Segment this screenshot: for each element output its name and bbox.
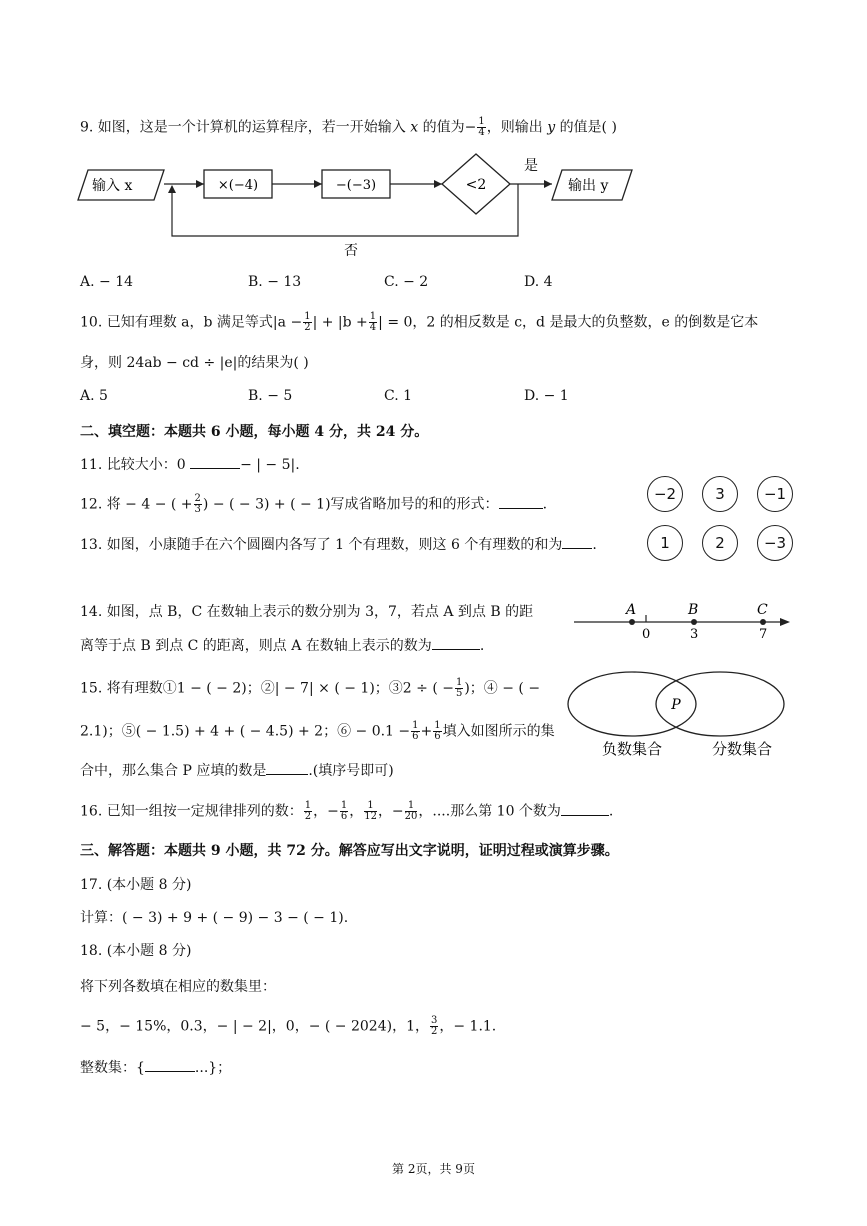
frac-num: 1 bbox=[364, 801, 377, 812]
q12 bbox=[80, 494, 547, 515]
q10-option-a: A. 5 bbox=[80, 388, 108, 404]
q16-answer-blank[interactable] bbox=[561, 815, 609, 816]
q16-term-2 bbox=[340, 801, 348, 822]
q9-stem bbox=[80, 117, 617, 138]
q13-answer-blank[interactable] bbox=[562, 548, 592, 549]
q15-text: 合中，那么集合 P 应填的数是 bbox=[80, 763, 267, 779]
q10-text: | = 0，2 的相反数是 c，d 是最大的负整数，e 的倒数是它本 bbox=[378, 314, 759, 331]
flow-no-label: 否 bbox=[344, 243, 358, 259]
flow-op1-box bbox=[204, 170, 272, 198]
label-b: B bbox=[688, 602, 699, 618]
q11-answer-blank[interactable] bbox=[190, 468, 240, 469]
tick-label-7: 7 bbox=[759, 627, 768, 642]
q9-var-x: x bbox=[410, 119, 419, 136]
q18-text: 整数集：{ bbox=[80, 1060, 145, 1076]
q9-text: 的值是( ) bbox=[559, 119, 617, 136]
q10-option-b: B. − 5 bbox=[248, 388, 293, 404]
point-a bbox=[629, 619, 635, 625]
q14-answer-blank[interactable] bbox=[432, 649, 480, 650]
section2-heading: 二、填空题：本题共 6 小题，每小题 4 分，共 24 分。 bbox=[80, 424, 429, 440]
q10-fraction-1 bbox=[303, 312, 311, 333]
q13-text: . bbox=[592, 537, 597, 553]
q10-fraction-2 bbox=[369, 312, 377, 333]
number-line bbox=[570, 598, 794, 644]
q18-fraction bbox=[430, 1016, 438, 1037]
q14-line2 bbox=[80, 636, 484, 656]
q12-text: ) − ( − 3) + ( − 1)写成省略加号的和的形式： bbox=[202, 496, 499, 513]
q10-line1 bbox=[80, 312, 758, 333]
q10-option-c: C. 1 bbox=[384, 388, 413, 404]
frac-den: 2 bbox=[304, 322, 311, 333]
frac-den: 6 bbox=[434, 731, 441, 742]
point-c bbox=[760, 619, 766, 625]
q18-integer-set bbox=[80, 1058, 231, 1078]
q16-sign: ， bbox=[349, 803, 364, 820]
q18-text: ，− 1.1. bbox=[439, 1018, 497, 1035]
page-footer: 第 2页，共 9页 bbox=[392, 1162, 475, 1176]
frac-num: 1 bbox=[304, 800, 312, 811]
q10-text: 10. 已知有理数 bbox=[80, 314, 177, 331]
q9-text: 9. 如图，这是一个计算机的运算程序，若一开始输入 bbox=[80, 119, 406, 136]
axis-arrow bbox=[780, 618, 790, 626]
number-circle: −3 bbox=[757, 525, 793, 561]
frac-den: 6 bbox=[340, 811, 348, 822]
set-p-label: P bbox=[671, 697, 681, 713]
tick-label-0: 0 bbox=[642, 627, 651, 642]
q10-line2: 身，则 24ab − cd ÷ |e|的结果为( ) bbox=[80, 355, 309, 371]
q15-line2 bbox=[80, 721, 555, 742]
flow-condition-label: <2 bbox=[465, 177, 487, 193]
number-circle: 3 bbox=[702, 476, 738, 512]
point-b bbox=[691, 619, 697, 625]
frac-den: 5 bbox=[455, 688, 463, 699]
flow-condition-diamond bbox=[442, 154, 510, 214]
frac-den: 20 bbox=[404, 811, 418, 822]
frac-den: 3 bbox=[194, 504, 201, 515]
q9-option-a: A. − 14 bbox=[80, 274, 134, 290]
frac-den: 4 bbox=[478, 127, 485, 138]
label-c: C bbox=[757, 602, 768, 618]
tick-label-3: 3 bbox=[690, 627, 699, 642]
q16 bbox=[80, 801, 613, 822]
number-circle: −1 bbox=[757, 476, 793, 512]
q15-text: + bbox=[420, 723, 433, 740]
q12-fraction bbox=[194, 494, 202, 515]
frac-num: 1 bbox=[405, 801, 418, 812]
q16-term-3 bbox=[364, 801, 377, 822]
q15-line1 bbox=[80, 678, 540, 699]
q16-sign: ，− bbox=[313, 803, 339, 820]
q18-heading: 18. (本小题 8 分) bbox=[80, 943, 192, 959]
section3-heading: 三、解答题：本题共 9 小题，共 72 分。解答应写出文字说明，证明过程或演算步骤。 bbox=[80, 843, 619, 859]
fraction-set-label: 分数集合 bbox=[712, 740, 773, 758]
number-circle: −2 bbox=[647, 476, 683, 512]
q14-line1: 14. 如图，点 B，C 在数轴上表示的数分别为 3，7，若点 A 到点 B 的距 bbox=[80, 604, 534, 620]
q18-body: 将下列各数填在相应的数集里： bbox=[80, 979, 276, 995]
q16-text: 16. 已知一组按一定规律排列的数： bbox=[80, 803, 303, 820]
flow-output-box bbox=[552, 170, 632, 200]
negative-set-label: 负数集合 bbox=[602, 740, 663, 758]
q10-option-d: D. − 1 bbox=[524, 388, 569, 404]
q15-text: 2.1)；⑤( − 1.5) + 4 + ( − 4.5) + 2；⑥ − 0.1 − bbox=[80, 723, 411, 740]
q11-text: 11. 比较大小：0 bbox=[80, 457, 186, 473]
q10-text: | + |b + bbox=[312, 314, 368, 331]
flow-input-box bbox=[78, 170, 164, 200]
q17-heading: 17. (本小题 8 分) bbox=[80, 877, 192, 893]
frac-den: 2 bbox=[304, 811, 312, 822]
q12-text: 12. 将 − 4 − ( + bbox=[80, 496, 193, 513]
q14-text: 离等于点 B 到点 C 的距离，则点 A 在数轴上表示的数为 bbox=[80, 638, 432, 654]
frac-den: 6 bbox=[412, 731, 419, 742]
label-a: A bbox=[626, 602, 637, 618]
q9-flowchart bbox=[76, 148, 636, 260]
frac-den: 12 bbox=[364, 811, 377, 822]
q11 bbox=[80, 455, 300, 475]
q15-fraction-1 bbox=[455, 678, 463, 699]
number-circle: 2 bbox=[702, 525, 738, 561]
q9-var-y: y bbox=[547, 119, 556, 136]
q10-text: a，b 满足等式|a − bbox=[181, 314, 303, 331]
frac-num: 3 bbox=[430, 1015, 438, 1026]
q18-text: ...}； bbox=[194, 1060, 232, 1076]
q17-body: 计算：( − 3) + 9 + ( − 9) − 3 − ( − 1). bbox=[80, 910, 349, 926]
flow-output-label: 输出 y bbox=[568, 178, 609, 194]
q9-option-c: C. − 2 bbox=[384, 274, 429, 290]
q18-numbers bbox=[80, 1016, 496, 1037]
q16-term-1 bbox=[304, 801, 312, 822]
number-circle: 1 bbox=[647, 525, 683, 561]
q15-answer-blank[interactable] bbox=[266, 774, 308, 775]
frac-num: 1 bbox=[412, 720, 419, 731]
q13-text: 13. 如图，小康随手在六个圆圈内各写了 1 个有理数，则这 6 个有理数的和为 bbox=[80, 537, 563, 553]
q15-line3 bbox=[80, 761, 394, 781]
flow-op2-label: −(−3) bbox=[335, 178, 377, 193]
integer-set-blank[interactable] bbox=[145, 1071, 195, 1072]
q16-text: ，....那么第 10 个数为 bbox=[418, 803, 561, 820]
q9-fraction bbox=[477, 117, 485, 138]
flow-input-label: 输入 x bbox=[92, 178, 133, 194]
q11-text: − | − 5|. bbox=[240, 457, 300, 473]
q15-text: )；④ − ( − bbox=[464, 680, 541, 697]
q15-fraction-3 bbox=[433, 721, 441, 742]
q15-text: .(填序号即可) bbox=[308, 763, 394, 779]
frac-num: 1 bbox=[304, 311, 311, 322]
frac-num: 1 bbox=[478, 116, 485, 127]
venn-diagram bbox=[562, 668, 794, 764]
frac-num: 1 bbox=[434, 720, 441, 731]
frac-num: 1 bbox=[340, 800, 348, 811]
frac-num: 1 bbox=[455, 677, 463, 688]
q9-option-d: D. 4 bbox=[524, 274, 553, 290]
frac-num: 2 bbox=[194, 493, 201, 504]
q16-text: . bbox=[608, 803, 614, 820]
frac-num: 1 bbox=[369, 311, 377, 322]
flow-op2-box bbox=[322, 170, 390, 198]
q13 bbox=[80, 535, 597, 555]
frac-den: 4 bbox=[369, 322, 377, 333]
frac-den: 2 bbox=[430, 1026, 438, 1037]
q14-text: . bbox=[479, 638, 485, 654]
q15-text: 填入如图所示的集 bbox=[442, 723, 555, 740]
q16-term-4 bbox=[405, 801, 418, 822]
q12-text: . bbox=[542, 496, 548, 513]
q15-fraction-2 bbox=[411, 721, 419, 742]
q12-answer-blank[interactable] bbox=[499, 508, 543, 509]
q16-sign: ，− bbox=[377, 803, 404, 820]
flow-op1-label: ×(−4) bbox=[217, 178, 259, 193]
q9-option-b: B. − 13 bbox=[248, 274, 302, 290]
q18-text: − 5，− 15%，0.3，− | − 2|，0，− ( − 2024)，1， bbox=[80, 1018, 429, 1035]
q9-text: ，则输出 bbox=[486, 119, 543, 136]
flow-yes-label: 是 bbox=[524, 158, 538, 174]
q9-text: 的值为− bbox=[422, 119, 477, 136]
q15-text: 15. 将有理数①1 − ( − 2)；②| − 7| × ( − 1)；③2 ÷ ( − bbox=[80, 680, 454, 697]
